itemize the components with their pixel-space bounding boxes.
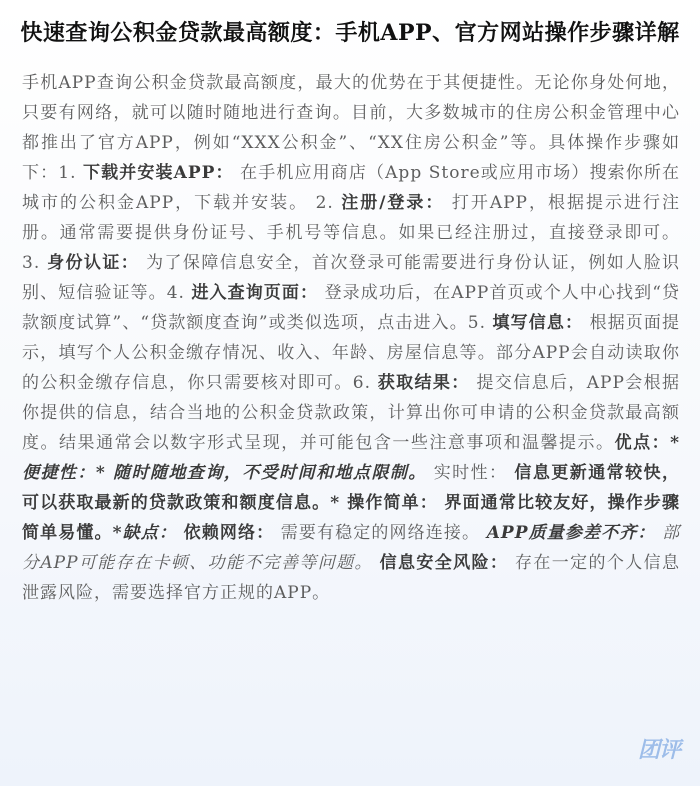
pro-1-text: * 随时随地查询，不受时间和地点限制。 [95, 463, 427, 483]
step-1-num: 1. [58, 163, 77, 183]
step-4-num: 4. [166, 283, 185, 303]
step-5-text: 根据页面提示，填写个人公积金缴存情况、收入、年龄、房屋信息等。部分APP会自动读取你的公积金缴存信息，你只需要核对即可。 [22, 313, 681, 393]
intro-text: 手机APP查询公积金贷款最高额度，最大的优势在于其便捷性。无论你身处何地，只要有网络，就可以随时随地进行查询。目前，大多数城市的住房公积金管理中心都推出了官方APP，例如“XXX公积金”、“XX住房公积金”等。具体操作步骤如下： [22, 73, 680, 183]
step-4-text: 登录成功后，在APP首页或个人中心找到“贷款额度试算”、“贷款额度查询”或类似选项，点击进入。 [22, 283, 681, 333]
step-1-label: 下载并安装APP： [83, 163, 234, 183]
step-6-text: 提交信息后，APP会根据你提供的信息，结合当地的公积金贷款政策，计算出你可申请的公积金贷款最高额度。结果通常会以数字形式呈现，并可能包含一些注意事项和温馨提示。 [22, 373, 681, 453]
step-6-label: 获取结果： [377, 373, 470, 393]
step-5-label: 填写信息： [492, 313, 584, 333]
step-6-num: 6. [352, 373, 372, 393]
con-2-text: 部分APP可能存在卡顿、功能不完善等问题。 [22, 523, 681, 573]
con-3-text: 存在一定的个人信息泄露风险，需要选择官方正规的APP。 [22, 553, 681, 603]
con-2-label: APP质量参差不齐： [486, 523, 656, 543]
watermark-logo: 团评 [637, 738, 680, 763]
step-3-text: 为了保障信息安全，首次登录可能需要进行身份认证，例如人脸识别、短信验证等。 [22, 253, 681, 303]
page-title: 快速查询公积金贷款最高额度：手机APP、官方网站操作步骤详解 [20, 20, 680, 46]
pro-3-label: * 操作简单： [330, 493, 438, 513]
step-3-label: 身份认证： [47, 253, 140, 273]
pro-1-label: * 便捷性： [22, 433, 681, 483]
step-2-label: 注册/登录： [341, 193, 445, 213]
con-1-label: 依赖网络： [183, 523, 275, 543]
pro-2-label: 实时性： [433, 463, 508, 483]
step-1-text: 在手机应用商店（App Store或应用市场）搜索你所在城市的公积金APP，下载并安装。 [22, 163, 680, 213]
step-4-label: 进入查询页面： [191, 283, 319, 303]
con-1-text: 需要有稳定的网络连接。 [280, 523, 481, 543]
pros-heading: 优点： [614, 433, 671, 453]
cons-heading: *缺点： [112, 523, 178, 543]
step-3-num: 3. [22, 253, 41, 273]
con-3-label: 信息安全风险： [379, 553, 509, 573]
step-2-text: 打开APP，根据提示进行注册。通常需要提供身份证号、手机号等信息。如果已经注册过，直接登录即可。 [22, 193, 681, 243]
step-2-num: 2. [315, 193, 334, 213]
step-5-num: 5. [467, 313, 487, 333]
article-body [22, 68, 680, 608]
pro-2-text: 信息更新通常较快，可以获取最新的贷款政策和额度信息。 [22, 463, 681, 513]
pro-3-text: 界面通常比较友好，操作步骤简单易懂。 [22, 493, 681, 543]
